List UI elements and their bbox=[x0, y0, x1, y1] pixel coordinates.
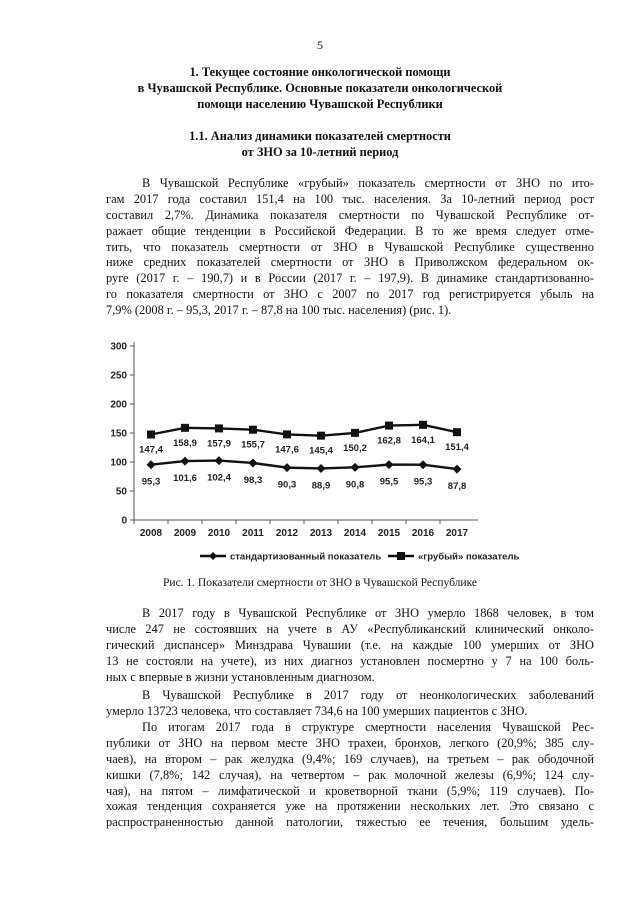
paragraph-mortality-structure bbox=[106, 720, 594, 831]
text-line: гам 2017 года составил 151,4 на 100 тыс. населения. За 10-летний период рост bbox=[106, 191, 594, 206]
mortality-line-chart bbox=[100, 332, 540, 562]
text-line: В 2017 году в Чувашской Республике от ЗНО умерло 1868 человек, в том bbox=[142, 606, 594, 620]
page-number: 5 bbox=[317, 38, 323, 52]
text-line: тить, что показатель смертности от ЗНО в Чувашской Республике существенно bbox=[106, 239, 594, 254]
x-tick-label: 2011 bbox=[242, 528, 264, 539]
x-tick-label: 2012 bbox=[275, 528, 299, 539]
heading-line: 1. Текущее состояние онкологической помощи bbox=[189, 65, 451, 79]
heading-line: от ЗНО за 10-летний период bbox=[241, 145, 399, 159]
text-line: По итогам 2017 года в структуре смертности населения Чувашской Рес- bbox=[142, 720, 594, 734]
crude-data-label: 164,1 bbox=[411, 434, 435, 446]
legend-standardized-marker bbox=[209, 552, 217, 560]
standardized-point bbox=[147, 460, 156, 469]
y-tick-label: 300 bbox=[110, 341, 127, 353]
crude-data-label: 147,6 bbox=[275, 444, 299, 456]
x-tick-label: 2016 bbox=[411, 528, 435, 539]
crude-point bbox=[385, 422, 393, 430]
crude-data-label: 151,4 bbox=[445, 442, 469, 454]
figure-caption: Рис. 1. Показатели смертности от ЗНО в Чувашской Республике bbox=[163, 577, 477, 589]
text-line: ражает общие тенденции в Российской Федерации. В то же время следует отме- bbox=[106, 223, 594, 238]
text-line: В Чувашской Республике «грубый» показатель смертности от ЗНО по ито- bbox=[142, 176, 594, 190]
standardized-point bbox=[215, 456, 224, 465]
text-line: 13 не состояли на учете), из них диагноз установлен посмертно у 7 на 100 боль- bbox=[106, 653, 594, 668]
paragraph-non-oncological bbox=[106, 688, 594, 720]
x-tick-label: 2014 bbox=[343, 528, 367, 539]
text-line: В Чувашской Республике в 2017 году от неонкологических заболеваний bbox=[142, 688, 594, 702]
standardized-data-label: 95,3 bbox=[141, 476, 161, 488]
standardized-point bbox=[351, 463, 360, 472]
standardized-data-label: 87,8 bbox=[447, 481, 467, 493]
heading-line: 1.1. Анализ динамики показателей смертности bbox=[189, 129, 451, 143]
text-line: распространенностью данной патологии, тяжестью ее течения, большим удель- bbox=[106, 815, 594, 830]
crude-point bbox=[181, 424, 189, 432]
heading-line: помощи населению Чувашской Республики bbox=[197, 97, 443, 111]
y-tick-label: 0 bbox=[121, 515, 127, 527]
text-line: 7,9% (2008 г. – 95,3, 2017 г. – 87,8 на 100 тыс. населения) (рис. 1). bbox=[106, 303, 452, 318]
standardized-point bbox=[385, 460, 394, 469]
paragraph-mortality-intro bbox=[106, 176, 594, 319]
text-line: чая), на пятом – лимфатической и кроветворной ткани (5,9%; 119 случаев). По- bbox=[106, 783, 594, 798]
text-line: ных с впервые в жизни установленным диагнозом. bbox=[106, 669, 375, 684]
crude-point bbox=[317, 432, 325, 440]
standardized-data-label: 98,3 bbox=[243, 474, 263, 486]
crude-data-label: 162,8 bbox=[377, 435, 401, 447]
crude-point bbox=[147, 431, 155, 439]
text-line: составил 2,7%. Динамика показателя смертности по Чувашской Республике от- bbox=[106, 207, 594, 222]
standardized-data-label: 90,3 bbox=[277, 479, 297, 491]
crude-data-label: 147,4 bbox=[139, 444, 163, 456]
x-tick-label: 2013 bbox=[309, 528, 333, 539]
standardized-point bbox=[317, 464, 326, 473]
section-heading bbox=[0, 64, 640, 112]
standardized-data-label: 102,4 bbox=[207, 472, 231, 484]
standardized-data-label: 88,9 bbox=[311, 480, 331, 492]
legend-standardized-label: стандартизованный показатель bbox=[230, 551, 382, 562]
y-tick-label: 100 bbox=[110, 457, 127, 469]
standardized-point bbox=[453, 465, 462, 474]
text-line: умерло 13723 человека, что составляет 734,6 на 100 умерших пациентов с ЗНО. bbox=[106, 703, 528, 718]
standardized-point bbox=[283, 463, 292, 472]
standardized-data-label: 95,5 bbox=[379, 476, 399, 488]
legend-crude-marker bbox=[397, 552, 405, 560]
subsection-heading bbox=[0, 128, 640, 160]
standardized-point bbox=[419, 460, 428, 469]
crude-point bbox=[453, 428, 461, 436]
text-line: публики от ЗНО на первом месте ЗНО трахеи, бронхов, легкого (20,9%; 385 слу- bbox=[106, 735, 594, 750]
standardized-point bbox=[181, 457, 190, 466]
crude-point bbox=[249, 426, 257, 434]
x-tick-label: 2015 bbox=[377, 528, 401, 539]
y-tick-label: 50 bbox=[115, 486, 127, 498]
text-line: руге (2017 г. – 190,7) и в России (2017 г. – 197,9). В динамике стандартизованно- bbox=[106, 271, 594, 286]
crude-data-label: 155,7 bbox=[241, 439, 265, 451]
x-tick-label: 2008 bbox=[139, 528, 163, 539]
crude-point bbox=[351, 429, 359, 437]
text-line: числе 247 не состоявших на учете в АУ «Республиканский клинический онколо- bbox=[106, 621, 594, 636]
crude-data-label: 150,2 bbox=[343, 442, 367, 454]
text-line: хожая тенденция сохраняется уже на протяжении нескольких лет. Это связано с bbox=[106, 799, 594, 814]
crude-point bbox=[283, 430, 291, 438]
x-tick-label: 2017 bbox=[445, 528, 469, 539]
standardized-series-line bbox=[151, 461, 457, 469]
text-line: кишки (7,8%; 142 случая), на четвертом – рак молочной железы (6,9%; 124 слу- bbox=[106, 767, 594, 782]
standardized-data-label: 95,3 bbox=[413, 476, 433, 488]
heading-line: в Чувашской Республике. Основные показатели онкологической bbox=[137, 81, 503, 95]
text-line: гический диспансер» Минздрава Чувашии (т.е. на каждые 100 умерших от ЗНО bbox=[106, 637, 594, 652]
crude-data-label: 157,9 bbox=[207, 438, 231, 450]
y-tick-label: 250 bbox=[110, 370, 127, 382]
standardized-point bbox=[249, 458, 258, 467]
x-tick-label: 2009 bbox=[173, 528, 197, 539]
crude-data-label: 158,9 bbox=[173, 437, 197, 449]
paragraph-deaths-2017 bbox=[106, 606, 594, 685]
legend-crude-label: «грубый» показатель bbox=[418, 551, 520, 562]
crude-point bbox=[419, 421, 427, 429]
y-tick-label: 150 bbox=[110, 428, 127, 440]
x-tick-label: 2010 bbox=[207, 528, 231, 539]
crude-point bbox=[215, 424, 223, 432]
crude-data-label: 145,4 bbox=[309, 445, 333, 457]
text-line: чаев), на втором – рак желудка (9,4%; 169 случаев), на третьем – рак ободочной bbox=[106, 751, 594, 766]
text-line: ниже средних показателей смертности от ЗНО в Приволжском федеральном ок- bbox=[106, 255, 594, 270]
y-tick-label: 200 bbox=[110, 399, 127, 411]
standardized-data-label: 90,8 bbox=[345, 479, 365, 491]
text-line: го показателя смертности от ЗНО с 2007 по 2017 год регистрируется убыль на bbox=[106, 287, 594, 302]
standardized-data-label: 101,6 bbox=[173, 473, 197, 485]
